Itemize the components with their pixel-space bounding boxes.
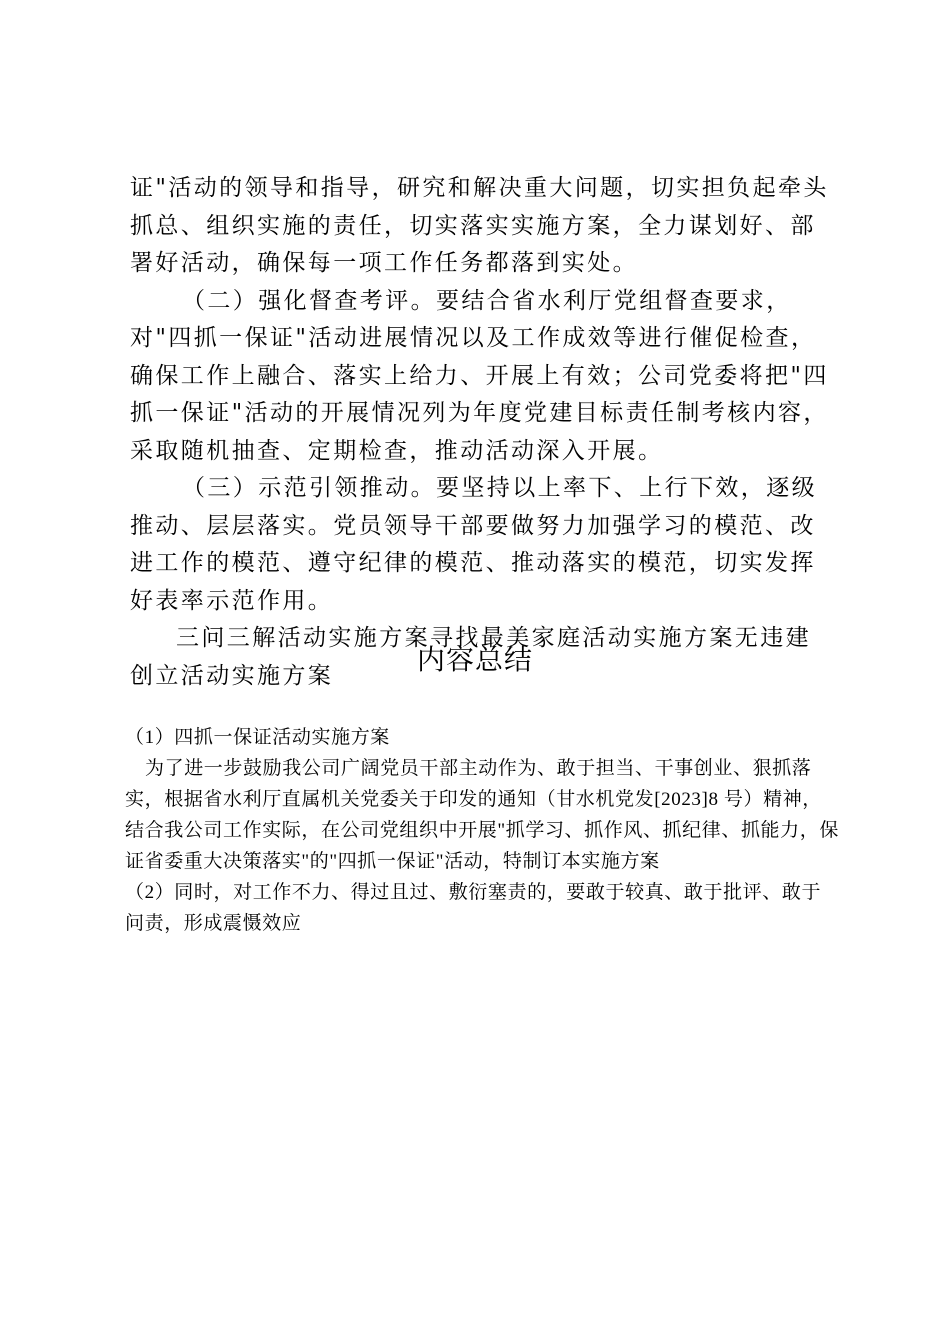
summary-item-1-label: （1）四抓一保证活动实施方案 (125, 727, 390, 748)
summary-item-2-text: （2）同时，对工作不力、得过且过、敷衍塞责的，要敢于较真、敢于批评、敢于问责，形成震慑效应 (125, 882, 822, 934)
summary-title: 内容总结 (416, 645, 533, 676)
summary-section (125, 722, 840, 939)
paragraph-supervision-heading: （二）强化督查考评。要结合省水利厅党组督查要求， (182, 287, 792, 314)
paragraph-related-plans: 三问三解活动实施方案寻找最美家庭活动实施方案无违建创立活动实施方案 (130, 625, 811, 689)
paragraph-demonstration: （三）示范引领推动。要坚持以上率下、上行下效，逐级推动、层层落实。党员领导干部要做努力加强学习的模范、改进工作的模范、遵守纪律的模范、推动落实的模范，切实发挥好表率示范作用。 (130, 475, 817, 614)
paragraph-leadership: 证"活动的领导和指导，研究和解决重大问题，切实担负起牵头抓总、组织实施的责任，切实落实实施方案，全力谋划好、部署好活动，确保每一项工作任务都落到实处。 (130, 175, 829, 276)
paragraph-supervision-body: 对"四抓一保证"活动进展情况以及工作成效等进行催促检查，确保工作上融合、落实上给力、开展上有效；公司党委将把"四抓一保证"活动的开展情况列为年度党建目标责任制考核内容，采取随机抽查、定期检查，推动活动深入开展。 (130, 325, 829, 464)
summary-item-1-text: 为了进一步鼓励我公司广阔党员干部主动作为、敢于担当、干事创业、狠抓落实，根据省水利厅直属机关党委关于印发的通知（甘水机党发[2023]8 号）精神，结合我公司工作实际，在公司党组织中开展"抓学习、抓作风、抓纪律、抓能力，保证省委重大决策落实"的"四抓一保证"活动，特制订本实施方案 (125, 758, 839, 872)
document-body (130, 170, 830, 695)
